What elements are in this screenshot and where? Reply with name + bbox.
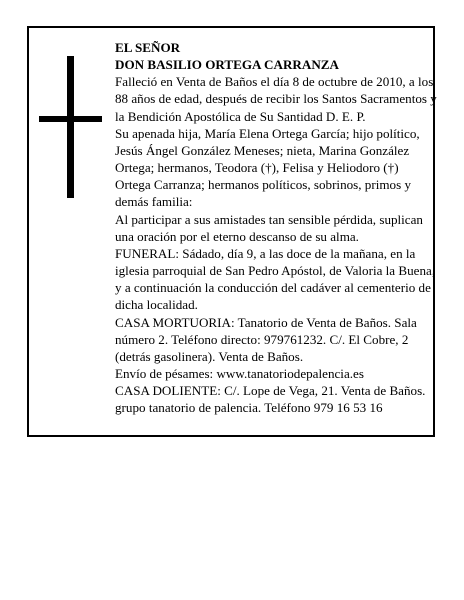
deceased-name: DON BASILIO ORTEGA CARRANZA <box>115 57 339 73</box>
funeral-paragraph: FUNERAL: Sádado, día 9, a las doce de la mañana, en la iglesia parroquial de San Pedro Apóstol, de Valoria la Buena, y a continuación la conducción del cadáver al cementerio de dicha localidad. <box>115 245 436 313</box>
obituary-text <box>115 39 437 416</box>
family-paragraph: Su apenada hija, María Elena Ortega García; hijo político, Jesús Ángel González Meneses; nieta, Marina González Ortega; hermanos, Teodora (†), Felisa y Heliodoro (†) Ortega Carranza; hermanos políticos, sobrinos, primos y demás familia: <box>115 125 420 210</box>
obituary-notice <box>27 26 435 437</box>
condolences-paragraph: Envío de pésames: www.tanatoriodepalencia.es <box>115 365 364 381</box>
title-line-1: EL SEÑOR <box>115 40 181 55</box>
cross-vertical-bar <box>67 56 74 198</box>
funeral-home-paragraph: grupo tanatorio de palencia. Teléfono 979 16 53 16 <box>115 400 383 416</box>
death-notice-paragraph: Falleció en Venta de Baños el día 8 de octubre de 2010, a los 88 años de edad, después de recibir los Santos Sacramentos y la Bendición Apostólica de Su Santidad D. E. P. <box>115 74 437 124</box>
cross-icon <box>39 56 121 198</box>
grieving-house-paragraph: CASA DOLIENTE: C/. Lope de Vega, 21. Venta de Baños. <box>115 383 426 399</box>
mortuary-house-paragraph: CASA MORTUORIA: Tanatorio de Venta de Baños. Sala número 2. Teléfono directo: 979761232. C/. El Cobre, 2 (detrás gasolinera). Venta de Baños. <box>115 314 417 364</box>
request-paragraph: Al participar a sus amistades tan sensible pérdida, suplican una oración por el eterno descanso de su alma. <box>115 211 423 244</box>
cross-horizontal-bar <box>39 116 102 122</box>
